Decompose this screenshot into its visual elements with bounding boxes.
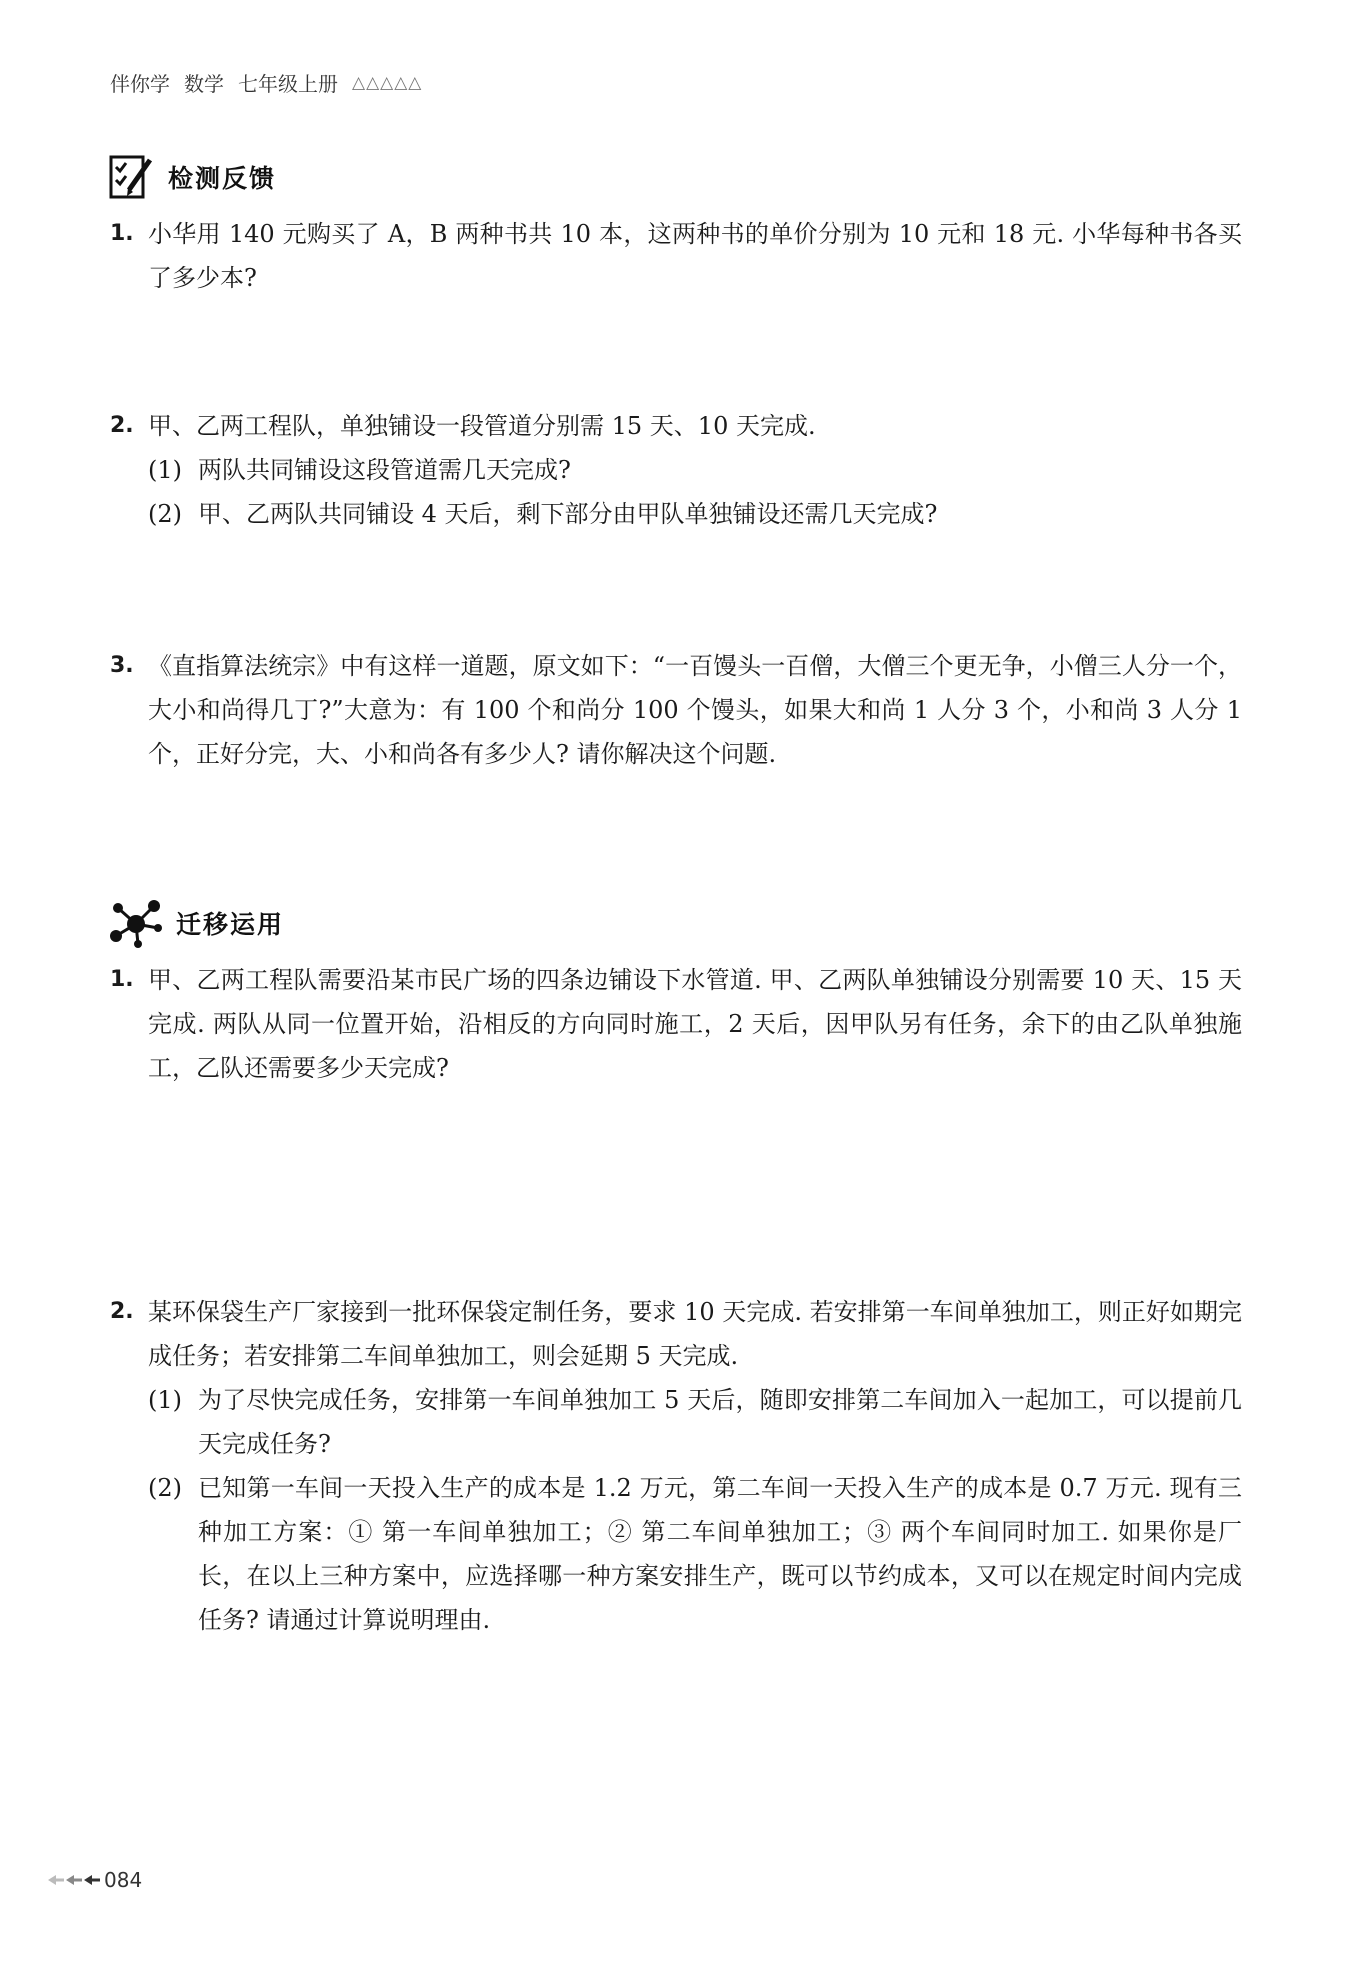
subquestion-text: 已知第一车间一天投入生产的成本是 1.2 万元，第二车间一天投入生产的成本是 0.7 万元. 现有三种加工方案：① 第一车间单独加工；② 第二车间单独加工；③ 两个车间同时加工. 如果你是厂长，在以上三种方案中，应选择哪一种方案安排生产，既可以节约成本，又可以在规定时间内完成任务? 请通过计算说明理由. [198, 1474, 1242, 1634]
apply-problem-1 [110, 958, 1242, 1090]
page-footer [48, 1868, 142, 1892]
problem-text: 某环保袋生产厂家接到一批环保袋定制任务，要求 10 天完成. 若安排第一车间单独加工，则正好如期完成任务；若安排第二车间单独加工，则会延期 5 天完成. [148, 1298, 1242, 1370]
problem-number: 3. [110, 653, 134, 678]
subquestion-label: (1) [148, 456, 182, 484]
molecule-icon [108, 898, 164, 948]
problem-text: 小华用 140 元购买了 A，B 两种书共 10 本，这两种书的单价分别为 10 元和 18 元. 小华每种书各买了多少本? [148, 220, 1242, 292]
problem-text: 甲、乙两工程队，单独铺设一段管道分别需 15 天、10 天完成. [148, 412, 816, 440]
subquestion-label: (1) [148, 1386, 182, 1414]
problem-number: 2. [110, 1299, 134, 1324]
apply-problem-2 [110, 1290, 1242, 1642]
subquestion-label: (2) [148, 500, 182, 528]
subquestion [148, 448, 1242, 492]
arrows-left-icon [48, 1872, 100, 1888]
subject-label: 数学 [184, 72, 224, 96]
subquestion-text: 甲、乙两队共同铺设 4 天后，剩下部分由甲队单独铺设还需几天完成? [198, 500, 938, 528]
section-check-title: 检测反馈 [168, 164, 277, 193]
checklist-pencil-icon [108, 152, 156, 202]
book-title: 伴你学 [110, 72, 170, 96]
page-header [110, 68, 422, 97]
problem-number: 2. [110, 413, 134, 438]
section-check-heading [108, 152, 276, 202]
subquestion [148, 1466, 1242, 1642]
check-problem-2 [110, 404, 1242, 536]
subquestion [148, 492, 1242, 536]
page-number: 084 [104, 1868, 143, 1892]
section-apply-title: 迁移运用 [176, 910, 285, 939]
problem-text: 甲、乙两工程队需要沿某市民广场的四条边铺设下水管道. 甲、乙两队单独铺设分别需要 10 天、15 天完成. 两队从同一位置开始，沿相反的方向同时施工，2 天后，因甲队另有任务，余下的由乙队单独施工，乙队还需要多少天完成? [148, 966, 1242, 1082]
check-problem-3 [110, 644, 1242, 776]
problem-number: 1. [110, 967, 134, 992]
grade-label: 七年级上册 [238, 72, 338, 96]
problem-number: 1. [110, 221, 134, 246]
check-problem-1 [110, 212, 1242, 300]
subquestion [148, 1378, 1242, 1466]
subquestion-text: 两队共同铺设这段管道需几天完成? [198, 456, 571, 484]
section-apply-heading [108, 898, 284, 948]
subquestion-text: 为了尽快完成任务，安排第一车间单独加工 5 天后，随即安排第二车间加入一起加工，可以提前几天完成任务? [198, 1386, 1242, 1458]
level-marks: △△△△△ [352, 72, 423, 93]
subquestion-label: (2) [148, 1474, 182, 1502]
problem-text: 《直指算法统宗》中有这样一道题，原文如下：“一百馒头一百僧，大僧三个更无争，小僧三人分一个，大小和尚得几丁?”大意为：有 100 个和尚分 100 个馒头，如果大和尚 1 人分 3 个，小和尚 3 人分 1 个，正好分完，大、小和尚各有多少人? 请你解决这个问题. [148, 652, 1242, 768]
